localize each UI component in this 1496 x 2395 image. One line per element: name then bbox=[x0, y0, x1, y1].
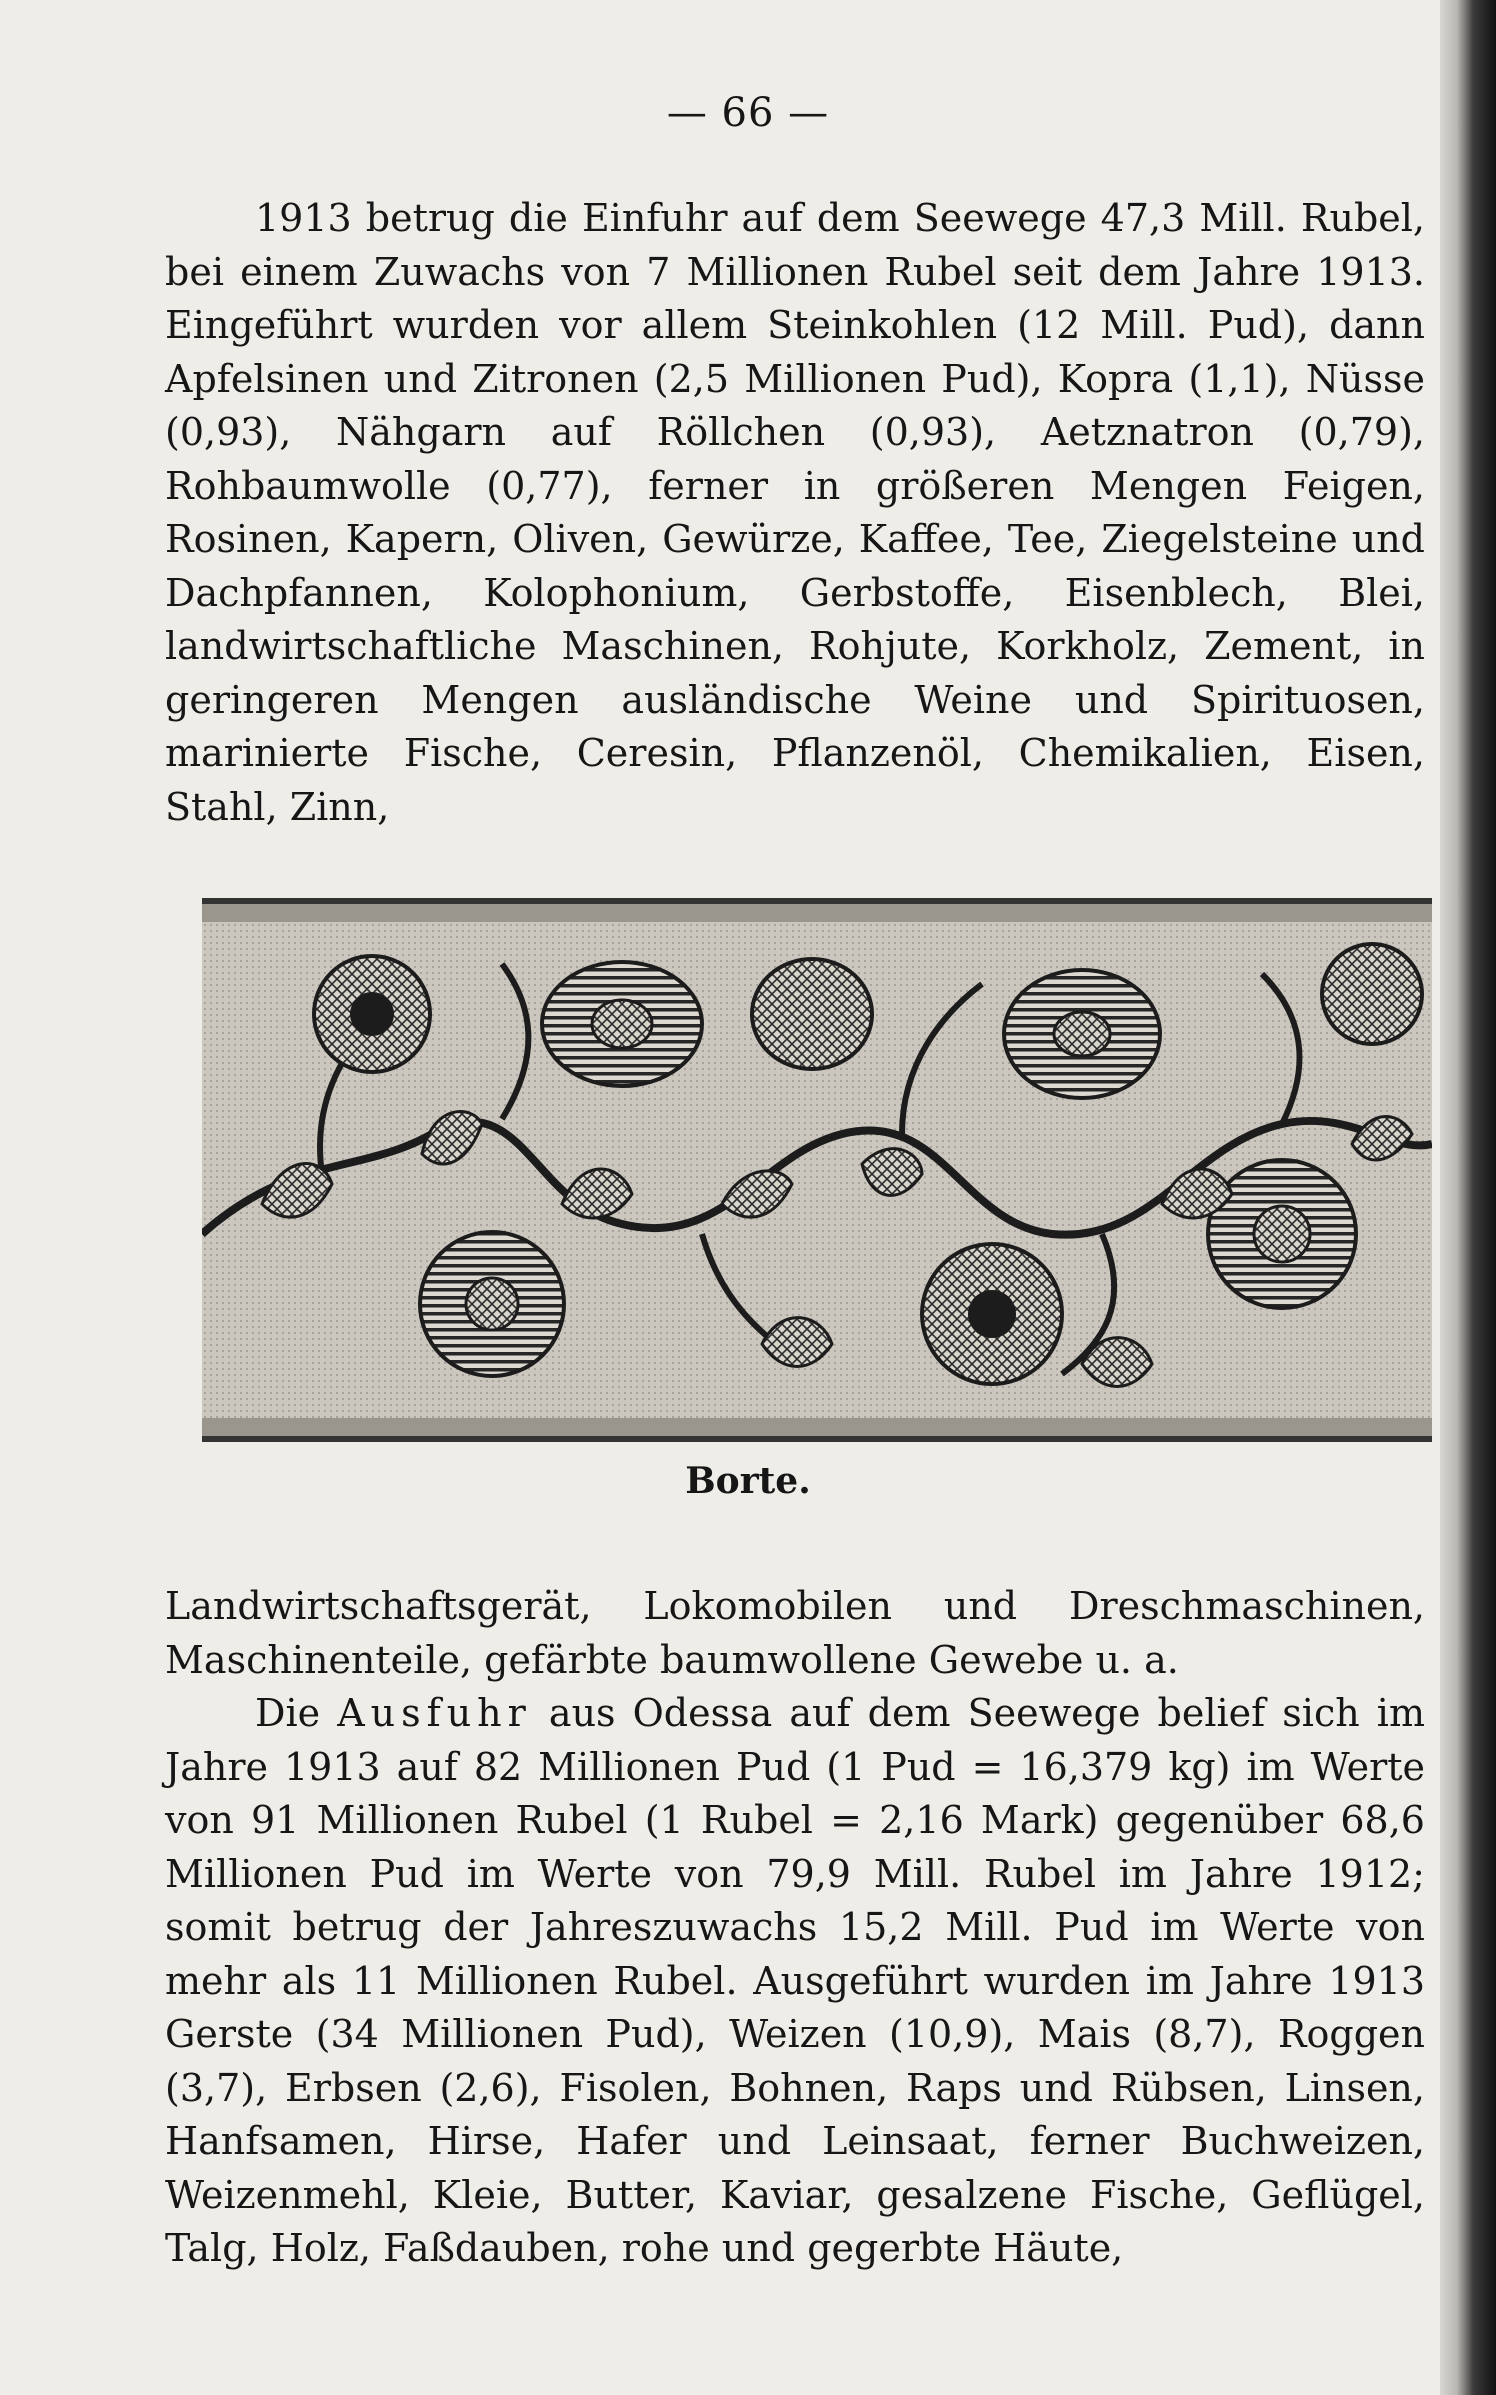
text-block-bottom bbox=[165, 1580, 1425, 2276]
export-text: aus Odessa auf dem Seewege belief sich im Jahre 1913 auf 82 Millionen Pud (1 Pud = 16,379 kg) im Werte von 91 Millionen Rubel (1 Rubel = 2,16 Mark) gegenüber 68,6 Millionen Pud im Werte von 79,9 Mill. Rubel im Jahre 1912; somit betrug der Jahreszuwachs 15,2 Mill. Pud im Werte von mehr als 11 Millionen Rubel. Ausgeführt wurden im Jahre 1913 Gerste (34 Millionen Pud), Weizen (10,9), Mais (8,7), Roggen (3,7), Erbsen (2,6), Fisolen, Bohnen, Raps und Rübsen, Linsen, Hanfsamen, Hirse, Hafer und Leinsaat, ferner Buchweizen, Weizenmehl, Kleie, Butter, Kaviar, gesalzene Fische, Geflügel, Talg, Holz, Faßdauben, rohe und gegerbte Häute, bbox=[165, 1691, 1425, 2270]
embroidery-border-figure bbox=[202, 898, 1432, 1442]
text-block-top bbox=[165, 192, 1425, 834]
paragraph-import-continued: Landwirtschaftsgerät, Lokomobilen und Dreschmaschinen, Maschinenteile, gefärbte baumwollene Gewebe u. a. bbox=[165, 1584, 1425, 1682]
paragraph-export bbox=[165, 1687, 1425, 2276]
export-lead: Die bbox=[255, 1691, 338, 1735]
paragraph-import: 1913 betrug die Einfuhr auf dem Seewege 47,3 Mill. Rubel, bei einem Zuwachs von 7 Millionen Rubel seit dem Jahre 1913. Eingeführt wurden vor allem Steinkohlen (12 Mill. Pud), dann Apfelsinen und Zitronen (2,5 Millionen Pud), Kopra (1,1), Nüsse (0,93), Nähgarn auf Röllchen (0,93), Aetznatron (0,79), Rohbaumwolle (0,77), ferner in größeren Mengen Feigen, Rosinen, Kapern, Oliven, Gewürze, Kaffee, Tee, Ziegelsteine und Dachpfannen, Kolophonium, Gerbstoffe, Eisenblech, Blei, landwirtschaftliche Maschinen, Rohjute, Korkholz, Zement, in geringeren Mengen ausländische Weine und Spirituosen, marinierte Fische, Ceresin, Pflanzenöl, Chemikalien, Eisen, Stahl, Zinn, bbox=[165, 196, 1425, 829]
figure-caption: Borte. bbox=[685, 1460, 811, 1502]
embroidery-border-image bbox=[202, 904, 1432, 1436]
export-emphasis: Ausfuhr bbox=[337, 1691, 532, 1735]
page-number: — 66 — bbox=[666, 90, 830, 136]
book-spine-shadow bbox=[1440, 0, 1496, 2395]
